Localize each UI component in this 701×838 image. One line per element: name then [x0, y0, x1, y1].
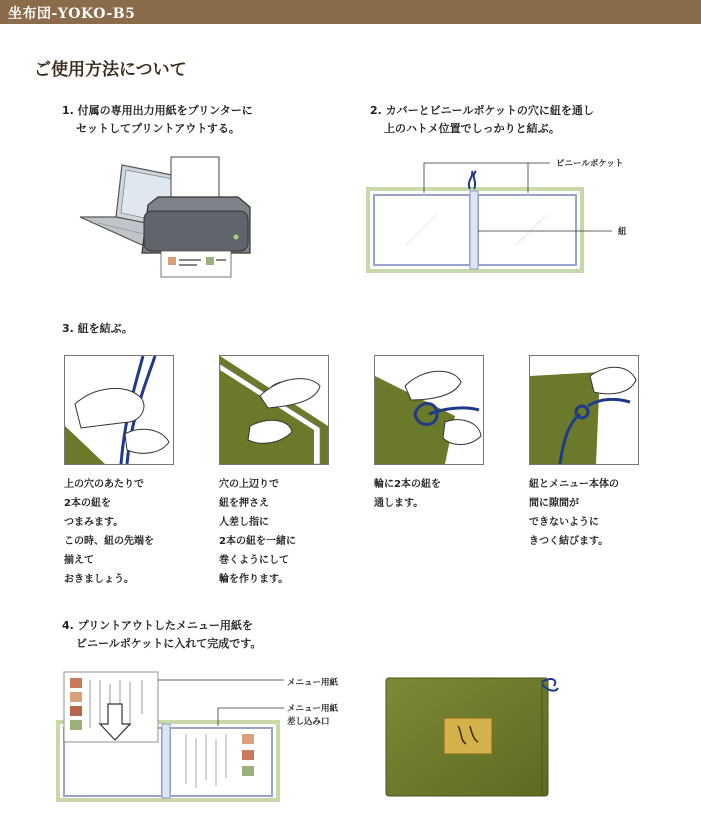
- caption-line: 間に隙間が: [529, 498, 579, 509]
- caption-line: 紐を押さえ: [219, 498, 269, 509]
- insert-menu-diagram: [56, 668, 286, 803]
- caption-line: 穴の上辺りで: [219, 479, 279, 490]
- tie-step-4-image: [529, 355, 639, 465]
- gold-nameplate: [444, 718, 492, 754]
- finished-menu-cover-image: [382, 670, 562, 800]
- step4-text: [62, 617, 261, 653]
- label-string: 紐: [618, 227, 627, 237]
- page-title: ご使用方法について: [34, 60, 187, 80]
- caption-line: きつく結びます。: [529, 536, 609, 547]
- caption-line: 通します。: [374, 498, 424, 509]
- label-vinyl-pocket: ビニールポケット: [556, 159, 624, 169]
- label-menu-paper: メニュー用紙: [287, 678, 339, 688]
- caption-line: 輪に2本の紐を: [374, 479, 441, 490]
- label-slot-line-1: メニュー用紙: [287, 704, 339, 714]
- tie-step-3-image: [374, 355, 484, 465]
- tie-step-2-image: [219, 355, 329, 465]
- label-slot-line-2: 差し込み口: [287, 717, 330, 727]
- caption-line: おきましょう。: [64, 574, 134, 585]
- step2-line-1: 2. カバーとビニールポケットの穴に紐を通し: [370, 104, 594, 117]
- tie-step-1-caption: [64, 475, 154, 589]
- header-bar: [0, 0, 701, 24]
- step1-line-1: 1. 付属の専用出力用紙をプリンターに: [62, 104, 253, 117]
- tie-step-3-caption: [374, 475, 441, 513]
- step1-text: [62, 102, 253, 138]
- string-end-right: [474, 171, 476, 189]
- step4-line-1: 4. プリントアウトしたメニュー用紙を: [62, 619, 253, 632]
- step3-heading: 3. 紐を結ぶ。: [62, 322, 133, 335]
- printer-illustration: [78, 155, 273, 285]
- caption-line: 輪を作ります。: [219, 574, 289, 585]
- step4-line-2: ビニールポケットに入れて完成です。: [76, 637, 262, 650]
- pocket-diagram: [366, 155, 636, 275]
- caption-line: 2本の紐を一緒に: [219, 536, 296, 547]
- string-end-left: [469, 171, 472, 189]
- tie-step-4-caption: [529, 475, 619, 551]
- caption-line: 上の穴のあたりで: [64, 479, 144, 490]
- caption-line: 2本の紐を: [64, 498, 111, 509]
- header-title: 坐布団-YOKO-B5: [8, 6, 136, 22]
- tie-step-2-caption: [219, 475, 296, 589]
- step2-text: [370, 102, 594, 138]
- caption-line: 人差し指に: [219, 517, 269, 528]
- tie-step-1-image: [64, 355, 174, 465]
- step2-line-2: 上のハトメ位置でしっかりと結ぶ。: [384, 122, 560, 135]
- caption-line: この時、紐の先端を: [64, 536, 154, 547]
- caption-line: 揃えて: [64, 555, 94, 566]
- caption-line: つまみます。: [64, 517, 124, 528]
- caption-line: 紐とメニュー本体の: [529, 479, 619, 490]
- caption-line: 巻くようにして: [219, 555, 289, 566]
- caption-line: できないように: [529, 517, 599, 528]
- step1-line-2: セットしてプリントアウトする。: [76, 122, 240, 135]
